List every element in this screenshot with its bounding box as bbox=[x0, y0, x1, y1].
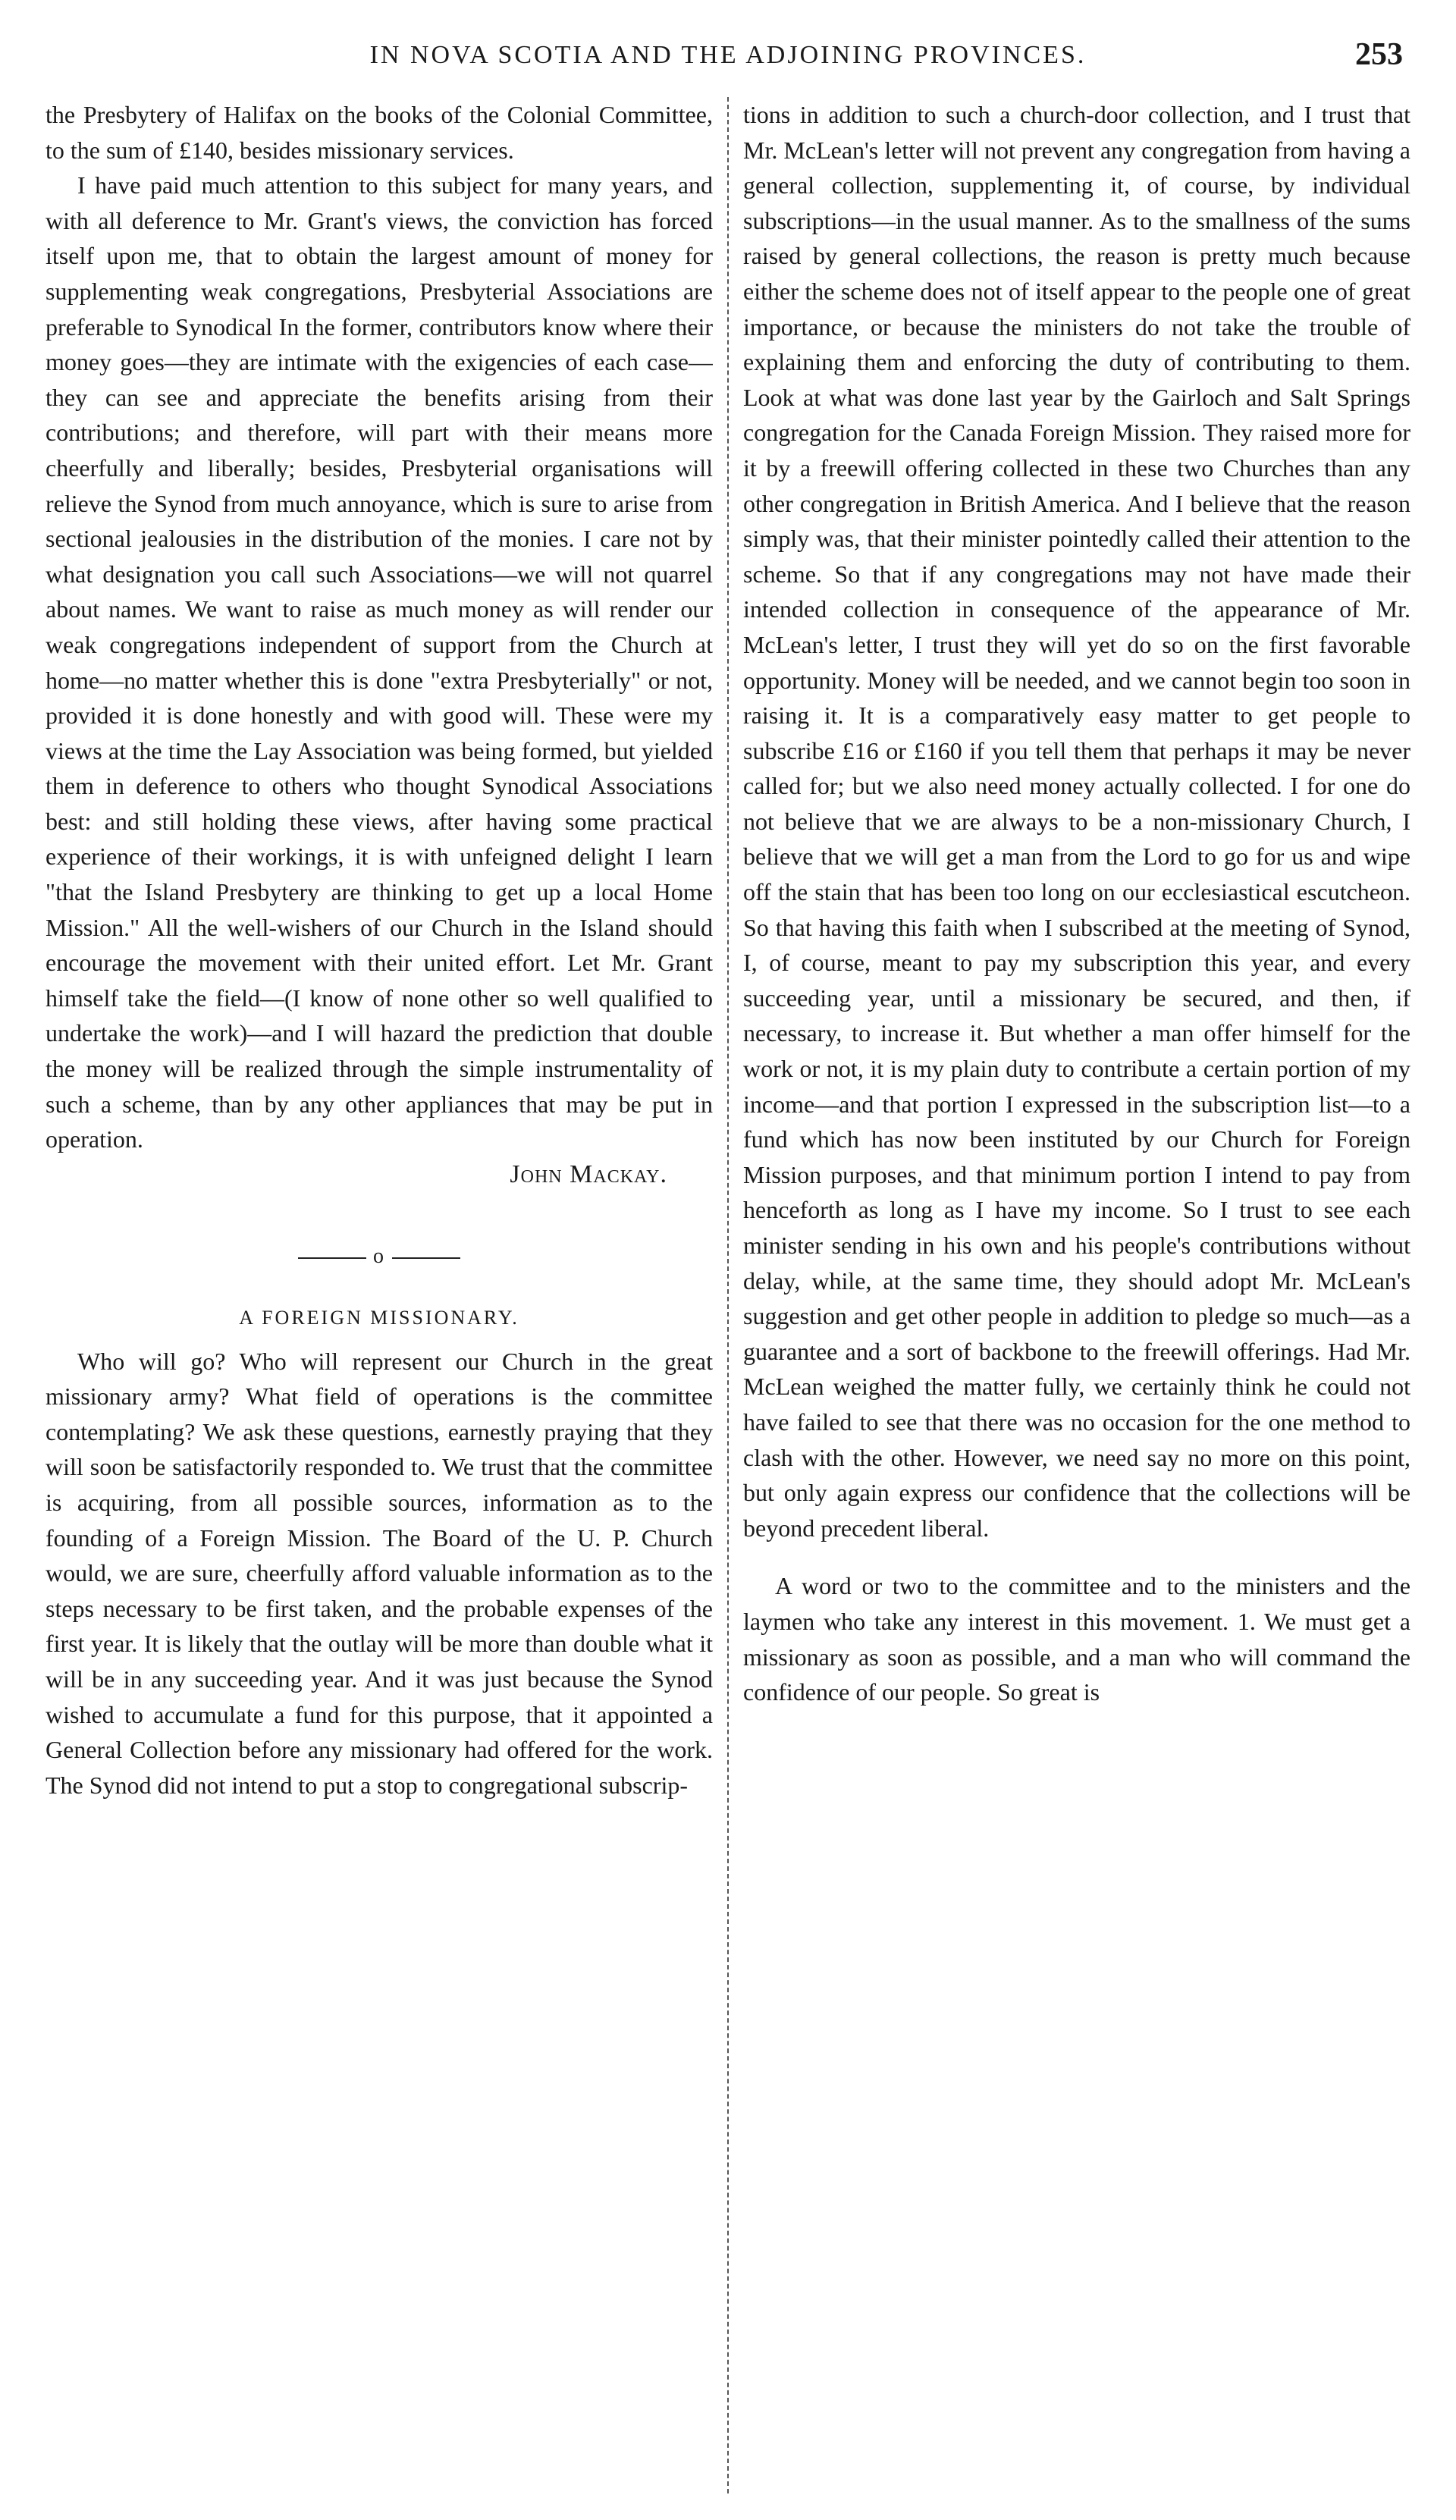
text-columns bbox=[46, 97, 1410, 2493]
page bbox=[46, 30, 1410, 2495]
right-paragraph-2: A word or two to the committee and to the ministers and the laymen who take any interest in this movement. 1. We must get a missionary as soon as possible, and a man who will command the confidence of our people. So great is bbox=[743, 1572, 1410, 1706]
left-column bbox=[46, 97, 713, 2493]
author-signature: John Mackay. bbox=[510, 1160, 667, 1188]
running-title: IN NOVA SCOTIA AND THE ADJOINING PROVINCES. bbox=[369, 41, 1087, 69]
running-head bbox=[46, 30, 1410, 91]
left-paragraph-3: Who will go? Who will represent our Church in the great missionary army? What field of operations is the committee contemplating? We ask these questions, earnestly praying that they will soon be satisfactorily responded to. We trust that the committee is acquiring, from all possible sources, information as to the founding of a Foreign Mission. The Board of the U. P. Church would, we are sure, cheerfully afford valuable information as to the steps necessary to be first taken, and the probable expenses of the first year. It is likely that the outlay will be more than double what it will be in any succeeding year. And it was just because the Synod wished to accumulate a fund for this purpose, that it appointed a General Collection before any missionary had offered for the work. The Synod did not intend to put a stop to congregational subscrip- bbox=[46, 1347, 713, 1799]
right-paragraph-1: tions in addition to such a church-door collection, and I trust that Mr. McLean's letter will not prevent any congregation from having a general collection, supplementing it, of course, by individual subscriptions—in the usual manner. As to the smallness of the sums raised by general collections, the reason is pretty much because either the scheme does not of itself appear to the people one of great importance, or because the ministers do not take the trouble of explaining them and enforcing the duty of contributing to them. Look at what was done last year by the Gairloch and Salt Springs congregation for the Canada Foreign Mission. They raised more for it by a freewill offering collected in these two Churches than any other congregation in British America. And I believe that the reason simply was, that their minister pointedly called their attention to the scheme. So that if any congregations may not have made their intended collection in consequence of the appearance of Mr. McLean's letter, I trust they will yet do so on the first favorable opportunity. Money will be needed, and we cannot begin too soon in raising it. It is a comparatively easy matter to get people to subscribe £16 or £160 if you tell them that perhaps it may be never called for; but we also need money actually collected. I for one do not believe that we are always to be a non-missionary Church, I believe that we will get a man from the Lord to go for us and wipe off the stain that has been too long on our ecclesiastical escutcheon. So that having this faith when I subscribed at the meeting of Synod, I, of course, meant to pay my subscription this year, and every succeeding year, until a missionary be secured, and then, if necessary, to increase it. But whether a man offer himself for the work or not, it is my plain duty to contribute a certain portion of my income—and that portion I expressed in the subscription list—to a fund which has now been instituted by our Church for Foreign Mission purposes, and that minimum portion I intend to pay from henceforth as long as I have my income. So I trust to see each minister sending in his own and his people's contributions without delay, while, at the same time, they should adopt Mr. McLean's suggestion and get other people in addition to pledge so much—as a guarantee and a sort of backbone to the freewill offerings. Had Mr. McLean weighed the matter fully, we certainly think he could not have failed to see that there was no occasion for the one method to clash with the other. However, we need say no more on this point, but only again express our confidence that the collections will be beyond precedent liberal. bbox=[743, 101, 1410, 1542]
divider-line-left bbox=[298, 1257, 366, 1259]
page-number: 253 bbox=[1355, 37, 1403, 72]
column-rule bbox=[727, 97, 729, 2493]
paragraph-spacer bbox=[743, 1546, 1410, 1568]
left-paragraph-2: I have paid much attention to this subject for many years, and with all deference to Mr. Grant's views, the conviction has forced itself upon me, that to obtain the largest amount of money for supplementing weak congregations, Presbyterial Associations are preferable to Synodical In the former, contributors know where their money goes—they are intimate with the exigencies of each case—they can see and appreciate the benefits arising from their contributions; and therefore, will part with their means more cheerfully and liberally; besides, Presbyterial organisations will relieve the Synod from much annoyance, which is sure to arise from sectional jealousies in the distribution of the monies. I care not by what designation you call such Associations—we will not quarrel about names. We want to raise as much money as will render our weak congregations independent of support from the Church at home—no matter whether this is done "extra Presbyterially" or not, provided it is done honestly and with good will. These were my views at the time the Lay Association was being formed, but yielded them in deference to others who thought Synodical Associations best: and still holding these views, after having some practical experience of their workings, it is with unfeigned delight I learn "that the Island Presbytery are thinking to get up a local Home Mission." All the well-wishers of our Church in the Island should encourage the movement with their united effort. Let Mr. Grant himself take the field—(I know of none other so well qualified to undertake the work)—and I will hazard the prediction that double the money will be realized through the simple instrumentality of such a scheme, than by any other appliances that may be put in operation. bbox=[46, 171, 713, 1153]
divider-line-right bbox=[392, 1257, 460, 1259]
section-divider bbox=[46, 1239, 713, 1275]
section-title: A FOREIGN MISSIONARY. bbox=[239, 1307, 519, 1329]
left-paragraph-1: the Presbytery of Halifax on the books of the Colonial Committee, to the sum of £140, besides missionary services. bbox=[46, 101, 713, 164]
right-column bbox=[743, 97, 1410, 2493]
divider-mark: o bbox=[373, 1244, 385, 1269]
